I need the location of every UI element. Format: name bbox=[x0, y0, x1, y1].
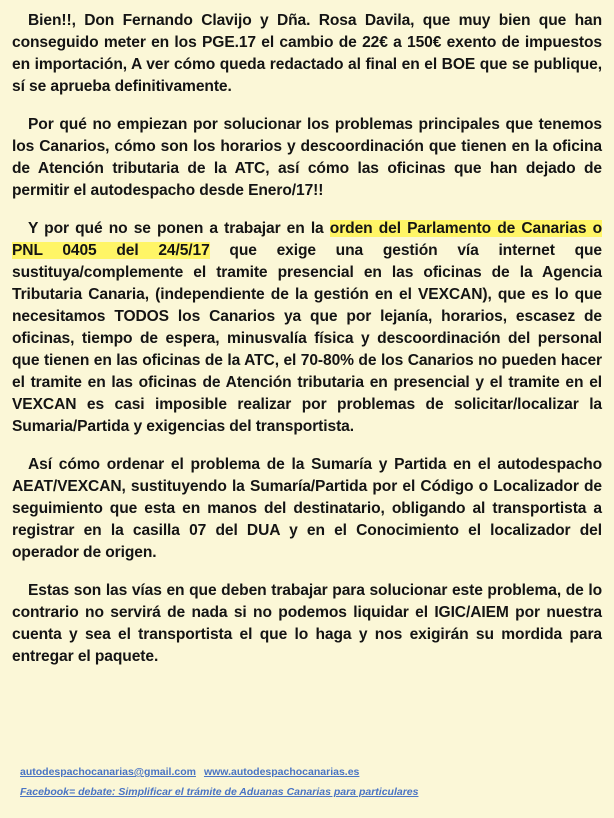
paragraph-3 bbox=[12, 218, 602, 438]
footer bbox=[20, 766, 418, 798]
email-link[interactable]: autodespachocanarias@gmail.com bbox=[20, 766, 196, 778]
paragraph-5: Estas son las vías en que deben trabajar para solucionar este problema, de lo contrario no servirá de nada si no podemos liquidar el IGIC/AIEM por nuestra cuenta y sea el transportista el que lo haga y nos exigirán su mordida para entregar el paquete. bbox=[12, 582, 602, 665]
paragraph-2: Por qué no empiezan por solucionar los problemas principales que tenemos los Canarios, cómo son los horarios y descoordinación que tienen en la oficina de Atención tributaria de la ATC, así cómo las oficinas que han dejado de permitir el autodespacho desde Enero/17!! bbox=[12, 116, 602, 199]
paragraph-3-rest: que exige una gestión vía internet que sustituya/complemente el tramite presencial en las oficinas de la Agencia Tributaria Canaria, (independiente de la gestión en el VEXCAN), que es lo que necesitamos TODOS los Canarios ya que por lejanía, horarios, escasez de oficinas, tiempo de espera, minusvalía física y descoordinación del personal que tienen en las oficinas de la ATC, el 70-80% de los Canarios no pueden hacer el tramite en las oficinas de Atención tributaria en presencial y el tramite en el VEXCAN es casi imposible realizar por problemas de solicitar/localizar la Sumaria/Partida y exigencias del transportista. bbox=[12, 242, 602, 435]
paragraph-1: Bien!!, Don Fernando Clavijo y Dña. Rosa Davila, que muy bien que han conseguido meter en los PGE.17 el cambio de 22€ a 150€ exento de impuestos en importación, A ver cómo queda redactado al final en el BOE que se publique, sí se aprueba definitivamente. bbox=[12, 12, 602, 95]
website-link[interactable]: www.autodespachocanarias.es bbox=[203, 766, 360, 778]
paragraph-3-start: Y por qué no se ponen a trabajar en la bbox=[28, 220, 330, 237]
highlighted-parliament-order: orden del Parlamento de Canarias o PNL 0405 del 24/5/17 bbox=[12, 220, 602, 259]
facebook-link[interactable]: Facebook= debate: Simplificar el trámite de Aduanas Canarias para particulares bbox=[20, 786, 419, 798]
paragraph-4: Así cómo ordenar el problema de la Sumaría y Partida en el autodespacho AEAT/VEXCAN, sustituyendo la Sumaría/Partida por el Código o Localizador de seguimiento que esta en manos del destinatario, obligando al transportista a registrar en la casilla 07 del DUA y en el Conocimiento el localizador del operador de origen. bbox=[12, 456, 602, 561]
